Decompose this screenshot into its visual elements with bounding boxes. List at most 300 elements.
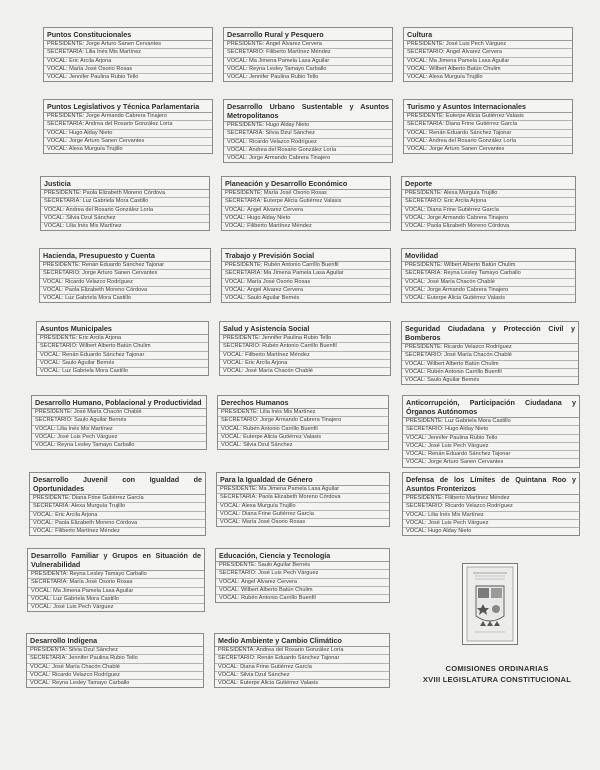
member-name: Euterpe Alicia Gutiérrez Valasis: [427, 295, 506, 302]
member-name: Jorge Armando Cabrera Tinajero: [85, 113, 168, 119]
role-separator: :: [79, 190, 83, 196]
footer-subtitle: XVIII LEGISLATURA CONSTITUCIONAL: [422, 675, 572, 684]
member-row: [224, 122, 392, 130]
role-separator: :: [68, 503, 72, 510]
committee-card: [402, 395, 580, 468]
committee-title: Salud y Asistencia Social: [220, 322, 390, 335]
member-role: SECRETARIO: [405, 198, 441, 205]
member-name: Lilia Inés Mis Martínez: [428, 511, 484, 518]
member-row: [404, 121, 572, 129]
member-row: [41, 207, 209, 215]
member-row: [27, 655, 203, 663]
committee-title: Desarrollo Familiar y Grupos en Situación de Vulnerabilidad: [28, 549, 204, 571]
role-separator: :: [255, 494, 259, 501]
member-role: PRESIDENTE: [33, 495, 69, 501]
member-name: Wilbert Alberto Batún Chulim: [443, 262, 516, 268]
member-role: PRESIDENTE: [47, 113, 83, 119]
member-row: [404, 66, 572, 74]
member-row: [27, 664, 203, 672]
member-role: VOCAL: [227, 74, 246, 81]
member-name: José Luis Pech Várguez: [57, 433, 118, 440]
member-row: [224, 41, 392, 49]
role-separator: :: [260, 270, 264, 277]
role-separator: :: [82, 41, 86, 47]
member-row: [404, 58, 572, 66]
member-row: [402, 190, 575, 198]
member-row: [30, 520, 205, 528]
member-row: [44, 58, 212, 66]
role-separator: :: [48, 680, 53, 687]
member-role: VOCAL: [47, 137, 66, 144]
member-name: Hugo Alday Nieto: [247, 214, 291, 221]
role-separator: :: [424, 519, 429, 526]
member-name: María José Osorio Rosas: [263, 190, 327, 196]
member-name: José María Chacón Chablé: [427, 278, 495, 285]
member-name: Silvia Dzul Sánchez: [68, 647, 118, 653]
member-role: VOCAL: [405, 368, 424, 375]
role-separator: :: [51, 511, 56, 518]
member-row: [40, 262, 210, 270]
role-separator: :: [239, 442, 244, 449]
member-name: Jorge Arturo Sanen Cervantes: [82, 270, 158, 277]
member-row: [216, 579, 389, 587]
member-role: VOCAL: [43, 286, 62, 293]
member-name: Luz Gabriela Mora Castillo: [444, 418, 511, 424]
role-separator: :: [237, 586, 242, 593]
member-role: SECRETARIA: [30, 655, 66, 662]
role-separator: :: [245, 65, 250, 72]
member-row: [222, 262, 390, 270]
member-role: PRESIDENTE: [406, 495, 442, 501]
member-row: [44, 74, 212, 81]
member-row: [41, 223, 209, 230]
role-separator: :: [70, 417, 75, 424]
role-separator: :: [425, 57, 430, 64]
committee-card: [43, 99, 213, 154]
member-row: [402, 262, 575, 270]
member-name: Filiberto Martínez Méndez: [266, 49, 331, 56]
committee-title: Turismo y Asuntos Internacionales: [404, 100, 572, 113]
member-row: [28, 604, 204, 611]
member-row: [402, 295, 575, 302]
role-separator: :: [425, 137, 429, 144]
member-row: [404, 113, 572, 121]
role-separator: :: [58, 368, 63, 375]
member-role: VOCAL: [31, 587, 50, 594]
role-separator: :: [440, 270, 444, 277]
role-separator: :: [245, 155, 250, 162]
role-separator: :: [53, 433, 58, 440]
member-name: Jorge Armando Cabrera Tinajero: [249, 155, 331, 162]
role-separator: :: [258, 335, 262, 341]
role-separator: :: [255, 486, 259, 492]
member-role: VOCAL: [31, 595, 50, 602]
member-name: Jorge Arturo Sanen Cervantes: [69, 137, 145, 144]
role-separator: :: [440, 262, 444, 268]
committee-title: Desarrollo Humano, Poblacional y Productividad: [32, 396, 206, 409]
member-role: SECRETARIA: [47, 121, 83, 128]
member-role: VOCAL: [221, 425, 240, 432]
member-role: PRESIDENTE: [43, 262, 79, 268]
member-role: PRESIDENTE: [47, 41, 83, 47]
member-name: Jorge Arturo Sanen Cervantes: [428, 459, 504, 466]
member-row: [224, 74, 392, 81]
member-role: VOCAL: [405, 295, 424, 302]
member-row: [222, 207, 390, 215]
member-role: VOCAL: [227, 57, 246, 64]
member-role: VOCAL: [47, 146, 66, 153]
member-role: PRESIDENTE: [223, 335, 259, 341]
member-row: [224, 66, 392, 74]
member-role: VOCAL: [225, 206, 244, 213]
member-name: Paola Elizabeth Moreno Córdova: [55, 519, 138, 526]
role-separator: :: [425, 74, 429, 81]
member-name: Renán Eduardo Sánchez Tajonar: [81, 262, 165, 268]
member-name: Andrea del Rosario González Loría: [256, 647, 344, 653]
member-row: [218, 442, 388, 449]
member-name: Filiberto Martínez Méndez: [55, 528, 120, 535]
role-separator: :: [239, 425, 244, 432]
committee-title: Desarrollo Juvenil con Igualdad de Oportunidades: [30, 473, 205, 495]
member-name: Paola Elizabeth Moreno Córdova: [258, 494, 341, 501]
member-row: [222, 270, 390, 278]
role-separator: :: [58, 351, 63, 358]
member-role: PRESIDENTE: [407, 113, 443, 119]
member-row: [403, 512, 579, 520]
role-separator: :: [440, 344, 444, 350]
member-role: VOCAL: [218, 663, 237, 670]
role-separator: :: [258, 343, 263, 350]
role-separator: :: [424, 528, 429, 535]
role-separator: :: [236, 680, 241, 687]
member-role: VOCAL: [406, 528, 425, 535]
member-role: VOCAL: [40, 368, 59, 375]
member-row: [41, 198, 209, 206]
role-separator: :: [262, 122, 266, 128]
committee-title: Anticorrupción, Participación Ciudadana y Órganos Autónomos: [403, 396, 579, 418]
committee-card: [401, 321, 579, 385]
member-role: SECRETARIA: [225, 270, 261, 277]
member-role: VOCAL: [221, 433, 240, 440]
member-role: VOCAL: [406, 459, 425, 466]
role-separator: :: [253, 647, 257, 653]
member-row: [218, 434, 388, 442]
member-role: VOCAL: [223, 351, 242, 358]
member-name: Ricardo Velazco Rodríguez: [52, 671, 120, 678]
member-name: Lilia Inés Mis Martínez: [57, 425, 113, 432]
member-role: VOCAL: [405, 214, 424, 221]
member-row: [215, 672, 389, 680]
committee-title: Seguridad Ciudadana y Protección Civil y Bomberos: [402, 322, 578, 344]
role-separator: :: [245, 57, 250, 64]
role-separator: :: [425, 146, 430, 153]
member-role: SECRETARIO: [40, 343, 76, 350]
member-row: [402, 369, 578, 377]
member-role: SECRETARIA: [47, 49, 83, 56]
member-row: [27, 672, 203, 680]
member-name: Jennifer Paulina Rubio Tello: [261, 335, 332, 341]
role-separator: :: [424, 442, 429, 449]
role-separator: :: [238, 519, 243, 526]
member-role: VOCAL: [30, 680, 49, 687]
member-name: Diana Frine Gutiérrez García: [242, 510, 314, 517]
member-name: Hugo Alday Nieto: [265, 122, 310, 128]
member-role: VOCAL: [47, 65, 66, 72]
committee-title: Defensa de los Límites de Quintana Roo y Asuntos Fronterizos: [403, 473, 579, 495]
member-row: [402, 361, 578, 369]
footer-title: COMISIONES ORDINARIAS: [445, 664, 549, 673]
role-separator: :: [78, 262, 82, 268]
member-row: [220, 360, 390, 368]
member-name: Ángel Álvarez Cervera: [241, 578, 298, 585]
member-row: [44, 138, 212, 146]
member-role: VOCAL: [227, 65, 246, 72]
committee-title: Hacienda, Presupuesto y Cuenta: [40, 249, 210, 262]
member-role: VOCAL: [35, 425, 54, 432]
member-name: Jennifer Paulina Rubio Tello: [68, 655, 138, 662]
member-role: PRESIDENTE: [44, 190, 80, 196]
member-row: [218, 426, 388, 434]
committee-title: Deporte: [402, 177, 575, 190]
member-name: Saulo Aguilar Bernés: [247, 295, 300, 302]
role-separator: :: [241, 351, 246, 358]
role-separator: :: [78, 270, 83, 277]
member-role: SECRETARIO: [43, 270, 79, 277]
member-row: [44, 121, 212, 129]
member-name: José María Chacón Chablé: [73, 409, 142, 415]
role-separator: :: [442, 113, 446, 119]
member-row: [37, 352, 208, 360]
member-row: [402, 352, 578, 360]
committee-title: Desarrollo Urbano Sustentable y Asuntos Metropolitanos: [224, 100, 392, 122]
role-separator: :: [61, 295, 66, 302]
committee-card: [403, 27, 573, 82]
member-name: Alexa Murguía Trujillo: [443, 190, 498, 196]
member-row: [403, 426, 579, 434]
member-role: PRESIDENTE: [225, 262, 261, 268]
committee-card: [403, 99, 573, 154]
role-separator: :: [241, 368, 246, 375]
committee-card: [40, 176, 210, 231]
member-name: Rubén Antonio Carrillo Buenfil: [263, 262, 339, 268]
member-row: [37, 360, 208, 368]
member-row: [44, 41, 212, 49]
committee-card: [29, 472, 206, 536]
member-name: Hugo Alday Nieto: [69, 129, 113, 136]
role-separator: :: [442, 121, 446, 128]
member-row: [217, 503, 389, 511]
role-separator: :: [243, 278, 248, 285]
member-name: Hugo Alday Nieto: [445, 426, 489, 433]
member-name: María José Osorio Rosas: [69, 579, 133, 586]
member-row: [217, 519, 389, 526]
role-separator: :: [423, 206, 428, 213]
member-role: SECRETARIO: [227, 49, 263, 56]
committee-title: Trabajo y Previsión Social: [222, 249, 390, 262]
role-separator: :: [256, 409, 260, 415]
member-row: [402, 287, 575, 295]
role-separator: :: [66, 571, 70, 577]
member-role: SECRETARIO: [406, 503, 442, 510]
member-name: Renán Eduardo Sánchez Tajonar: [429, 129, 512, 136]
member-role: VOCAL: [31, 604, 50, 611]
committee-title: Puntos Legislativos y Técnica Parlamentaria: [44, 100, 212, 113]
member-role: PRESIDENTE: [220, 486, 256, 492]
member-role: VOCAL: [227, 146, 246, 153]
member-row: [403, 451, 579, 459]
member-name: Alexa Murguía Trujillo: [428, 74, 483, 81]
role-separator: :: [65, 129, 70, 136]
member-role: PRESIDENTE: [35, 409, 71, 415]
member-row: [220, 343, 390, 351]
role-separator: :: [245, 138, 250, 145]
member-role: VOCAL: [40, 359, 59, 366]
committee-card: [223, 27, 393, 82]
committee-title: Educación, Ciencia y Tecnología: [216, 549, 389, 562]
member-role: SECRETARIA: [220, 494, 256, 501]
role-separator: :: [423, 278, 428, 285]
role-separator: :: [423, 223, 428, 230]
member-row: [402, 215, 575, 223]
member-row: [216, 562, 389, 570]
member-name: Jorge Armando Cabrera Tinajero: [427, 286, 509, 293]
member-row: [44, 146, 212, 153]
member-name: Alexa Murguía Trujillo: [241, 502, 296, 509]
member-name: Reyna Lesley Tamayo Carballo: [443, 270, 521, 277]
role-separator: :: [53, 442, 58, 449]
role-separator: :: [62, 223, 67, 230]
member-row: [215, 664, 389, 672]
member-name: Rubén Antonio Carrillo Buenfil: [262, 343, 337, 350]
member-role: VOCAL: [220, 502, 239, 509]
member-role: VOCAL: [407, 65, 426, 72]
member-role: VOCAL: [44, 206, 63, 213]
member-role: VOCAL: [227, 138, 246, 145]
role-separator: :: [425, 129, 430, 136]
member-role: VOCAL: [405, 377, 424, 384]
role-separator: :: [236, 671, 241, 678]
member-role: SECRETARIO: [223, 343, 259, 350]
role-separator: :: [243, 295, 248, 302]
member-role: VOCAL: [47, 57, 66, 64]
member-row: [44, 130, 212, 138]
member-name: José María Chacón Chablé: [444, 352, 512, 359]
role-separator: :: [423, 377, 428, 384]
role-separator: :: [48, 663, 53, 670]
member-name: Jorge Arturo Sanen Cervantes: [429, 146, 505, 153]
role-separator: :: [260, 198, 264, 205]
committee-card: [215, 548, 390, 603]
member-name: Saulo Aguilar Bernés: [62, 359, 115, 366]
member-name: José María Chacón Chablé: [245, 368, 313, 375]
member-row: [403, 459, 579, 466]
member-row: [215, 647, 389, 655]
member-name: Ángel Álvarez Cervera: [247, 206, 304, 213]
member-row: [32, 442, 206, 449]
committee-card: [219, 321, 391, 376]
member-name: Ángel Álvarez Cervera: [265, 41, 322, 47]
member-role: PRESIDENTE: [219, 562, 255, 568]
member-row: [215, 680, 389, 687]
role-separator: :: [65, 74, 70, 81]
member-role: VOCAL: [43, 278, 62, 285]
member-name: Jennifer Paulina Rubio Tello: [69, 74, 139, 81]
member-name: Filiberto Martínez Méndez: [245, 351, 310, 358]
member-name: Filiberto Martínez Méndez: [247, 223, 312, 230]
committee-title: Movilidad: [402, 249, 575, 262]
member-name: Ricardo Velazco Rodríguez: [443, 344, 512, 350]
role-separator: :: [65, 137, 70, 144]
member-name: Renán Eduardo Sánchez Tajonar: [62, 351, 145, 358]
role-separator: :: [243, 286, 248, 293]
role-separator: :: [245, 146, 249, 153]
role-separator: :: [65, 65, 70, 72]
member-row: [37, 335, 208, 343]
committee-title: Asuntos Municipales: [37, 322, 208, 335]
member-name: Diana Frine Gutiérrez García: [71, 495, 144, 501]
member-role: VOCAL: [219, 595, 238, 602]
member-name: José Luis Pech Várguez: [428, 519, 489, 526]
role-separator: :: [68, 495, 72, 501]
member-name: Euterpe Alicia Gutiérrez Valasis: [445, 113, 524, 119]
role-separator: :: [243, 223, 248, 230]
member-name: Diana Frine Gutiérrez García: [427, 206, 499, 213]
role-separator: :: [423, 368, 428, 375]
member-role: VOCAL: [47, 129, 66, 136]
member-row: [220, 335, 390, 343]
member-role: PRESIDENTA: [30, 647, 66, 653]
member-name: Euterpe Alicia Gutiérrez Valasis: [243, 433, 322, 440]
member-role: VOCAL: [405, 206, 424, 213]
member-row: [222, 287, 390, 295]
member-role: VOCAL: [47, 74, 66, 81]
member-role: VOCAL: [218, 671, 237, 678]
member-role: VOCAL: [44, 223, 63, 230]
role-separator: :: [243, 206, 248, 213]
member-row: [403, 520, 579, 528]
committee-title: Derechos Humanos: [218, 396, 388, 409]
committee-card: [217, 395, 389, 450]
member-name: Euterpe Alicia Gutiérrez Valasis: [263, 198, 342, 205]
member-name: José Luis Pech Várguez: [258, 570, 319, 577]
member-role: VOCAL: [225, 295, 244, 302]
member-name: Andrea del Rosario González Loría: [428, 137, 517, 144]
member-role: VOCAL: [221, 442, 240, 449]
role-separator: :: [262, 41, 266, 47]
member-row: [403, 528, 579, 535]
member-role: SECRETARIO: [35, 417, 71, 424]
member-name: José Luis Pech Várguez: [53, 604, 114, 611]
committee-title: Para la Igualdad de Género: [217, 473, 389, 486]
member-name: Silvia Dzul Sánchez: [66, 214, 116, 221]
member-role: VOCAL: [406, 519, 425, 526]
member-row: [404, 41, 572, 49]
member-row: [404, 146, 572, 153]
member-name: Alexa Murguía Trujillo: [71, 503, 125, 510]
role-separator: :: [256, 417, 261, 424]
member-role: SECRETARIA: [44, 198, 80, 205]
member-name: Andrea del Rosario González Loría: [248, 146, 337, 153]
role-separator: :: [237, 578, 242, 585]
member-role: VOCAL: [40, 351, 59, 358]
member-row: [218, 409, 388, 417]
member-name: Andrea del Rosario González Loría: [65, 206, 154, 213]
member-role: VOCAL: [223, 359, 242, 366]
member-role: VOCAL: [220, 510, 239, 517]
member-role: VOCAL: [407, 74, 426, 81]
role-separator: :: [441, 495, 445, 501]
member-row: [404, 130, 572, 138]
